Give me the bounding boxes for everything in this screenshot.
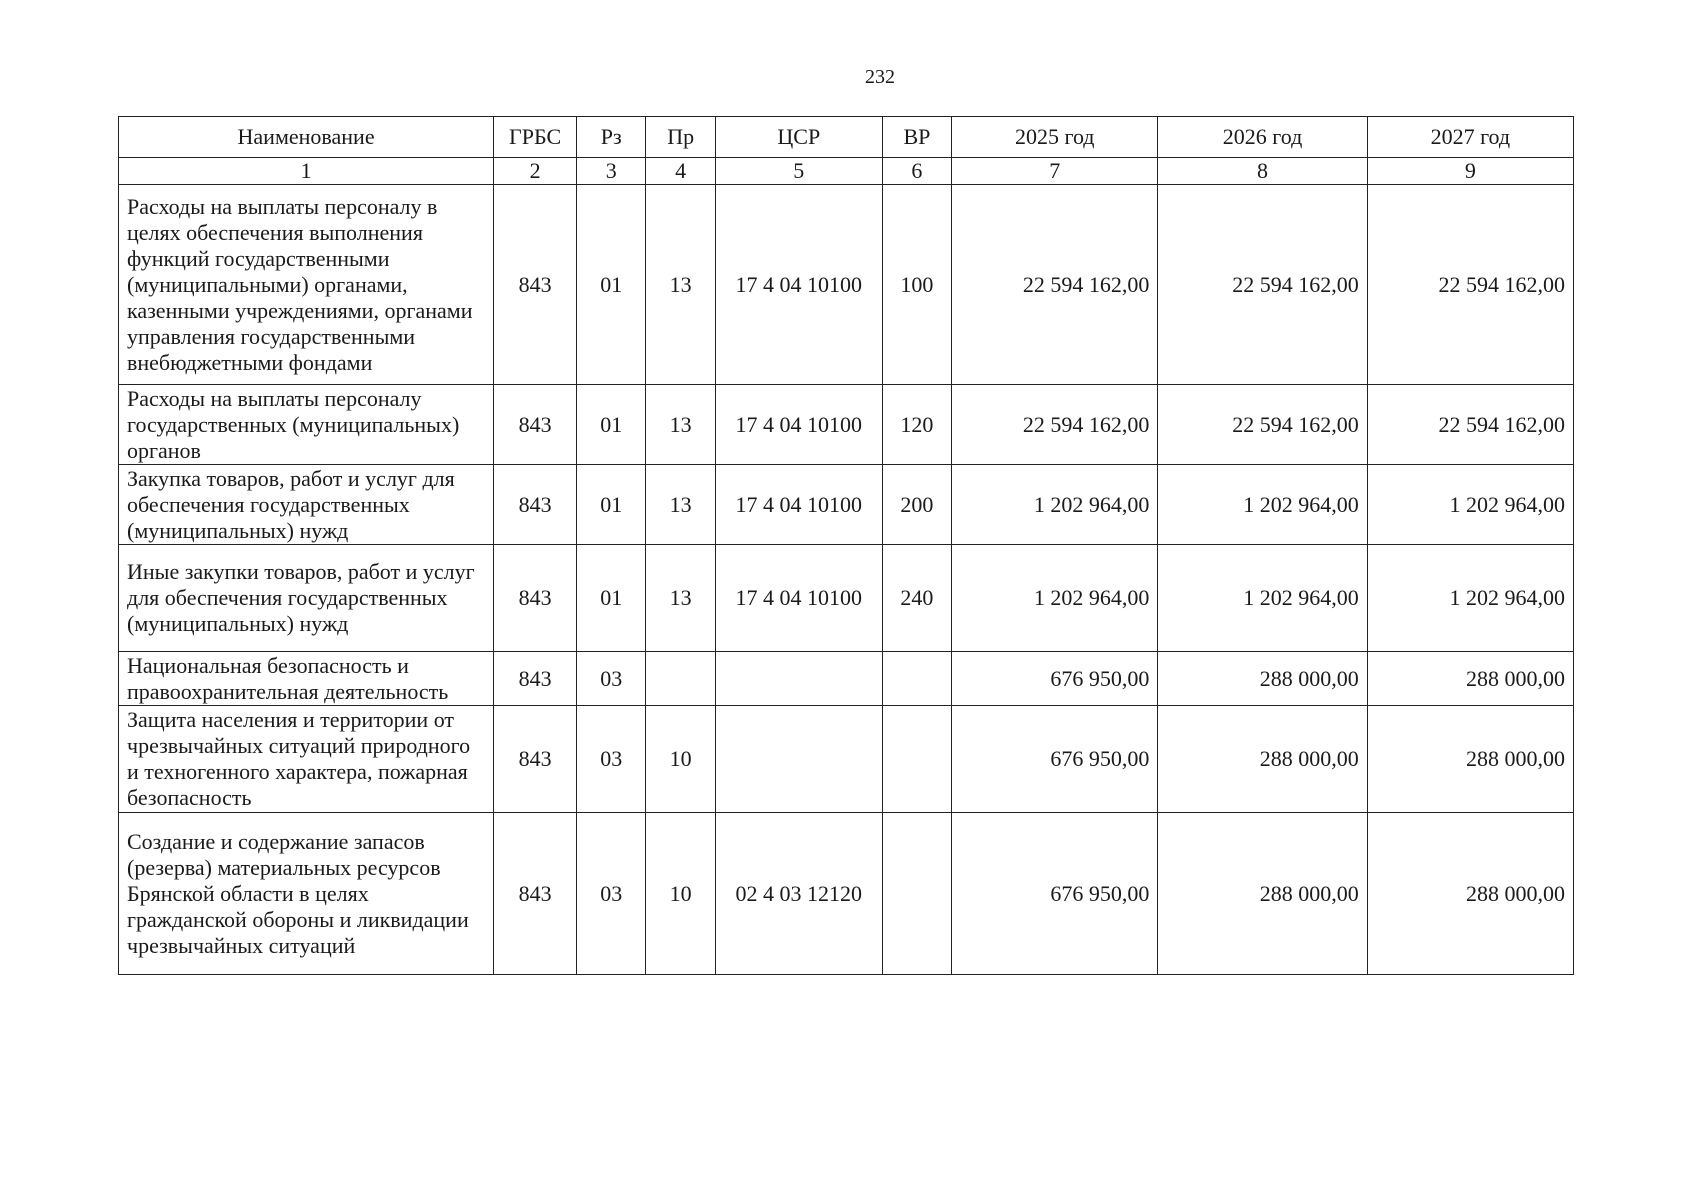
header-2027: 2027 год	[1367, 117, 1573, 158]
row-rz: 01	[577, 545, 646, 652]
row-2026: 288 000,00	[1158, 652, 1367, 706]
row-2026: 288 000,00	[1158, 706, 1367, 813]
row-2026: 22 594 162,00	[1158, 385, 1367, 465]
header-vr: ВР	[882, 117, 951, 158]
header-2026: 2026 год	[1158, 117, 1367, 158]
column-number: 8	[1158, 158, 1367, 185]
row-2026: 288 000,00	[1158, 813, 1367, 975]
table-row	[119, 465, 1574, 545]
column-number: 5	[715, 158, 882, 185]
table-row	[119, 652, 1574, 706]
row-2027: 1 202 964,00	[1367, 545, 1573, 652]
column-number: 9	[1367, 158, 1573, 185]
row-vr	[882, 652, 951, 706]
row-grbs: 843	[494, 545, 577, 652]
row-vr: 100	[882, 185, 951, 385]
row-2027: 288 000,00	[1367, 652, 1573, 706]
column-number: 3	[577, 158, 646, 185]
row-pr: 10	[646, 706, 715, 813]
header-row	[119, 117, 1574, 158]
row-2025: 676 950,00	[952, 706, 1158, 813]
header-pr: Пр	[646, 117, 715, 158]
row-csr: 17 4 04 10100	[715, 465, 882, 545]
header-name: Наименование	[119, 117, 494, 158]
row-2027: 1 202 964,00	[1367, 465, 1573, 545]
row-rz: 01	[577, 465, 646, 545]
row-2027: 288 000,00	[1367, 706, 1573, 813]
row-csr	[715, 706, 882, 813]
column-number: 1	[119, 158, 494, 185]
row-name: Расходы на выплаты персоналу государственных (муниципальных) органов	[119, 385, 494, 465]
row-vr: 240	[882, 545, 951, 652]
row-grbs: 843	[494, 652, 577, 706]
header-2025: 2025 год	[952, 117, 1158, 158]
table-row	[119, 385, 1574, 465]
row-vr	[882, 813, 951, 975]
row-rz: 03	[577, 813, 646, 975]
row-grbs: 843	[494, 706, 577, 813]
row-pr: 13	[646, 385, 715, 465]
row-2026: 1 202 964,00	[1158, 465, 1367, 545]
row-2027: 22 594 162,00	[1367, 385, 1573, 465]
table-row	[119, 545, 1574, 652]
column-number: 6	[882, 158, 951, 185]
row-csr: 17 4 04 10100	[715, 385, 882, 465]
table-row	[119, 706, 1574, 813]
row-vr: 120	[882, 385, 951, 465]
row-vr: 200	[882, 465, 951, 545]
row-pr: 13	[646, 185, 715, 385]
row-2025: 22 594 162,00	[952, 385, 1158, 465]
row-vr	[882, 706, 951, 813]
row-rz: 01	[577, 385, 646, 465]
row-pr	[646, 652, 715, 706]
column-number: 7	[952, 158, 1158, 185]
header-rz: Рз	[577, 117, 646, 158]
row-grbs: 843	[494, 385, 577, 465]
row-2026: 22 594 162,00	[1158, 185, 1367, 385]
row-grbs: 843	[494, 185, 577, 385]
row-2025: 1 202 964,00	[952, 465, 1158, 545]
row-2025: 1 202 964,00	[952, 545, 1158, 652]
row-csr: 17 4 04 10100	[715, 185, 882, 385]
budget-table	[118, 116, 1574, 975]
row-pr: 13	[646, 545, 715, 652]
row-grbs: 843	[494, 465, 577, 545]
column-number-row	[119, 158, 1574, 185]
row-2025: 676 950,00	[952, 813, 1158, 975]
row-2027: 288 000,00	[1367, 813, 1573, 975]
row-rz: 01	[577, 185, 646, 385]
row-rz: 03	[577, 652, 646, 706]
row-grbs: 843	[494, 813, 577, 975]
header-grbs: ГРБС	[494, 117, 577, 158]
row-name: Создание и содержание запасов (резерва) материальных ресурсов Брянской области в целях гражданской обороны и ликвидации чрезвычайных ситуаций	[119, 813, 494, 975]
table-row	[119, 185, 1574, 385]
row-2027: 22 594 162,00	[1367, 185, 1573, 385]
row-2025: 676 950,00	[952, 652, 1158, 706]
row-pr: 10	[646, 813, 715, 975]
page-number: 232	[865, 66, 895, 88]
column-number: 4	[646, 158, 715, 185]
header-csr: ЦСР	[715, 117, 882, 158]
row-name: Иные закупки товаров, работ и услуг для обеспечения государственных (муниципальных) нужд	[119, 545, 494, 652]
row-name: Защита населения и территории от чрезвычайных ситуаций природного и техногенного характера, пожарная безопасность	[119, 706, 494, 813]
row-2025: 22 594 162,00	[952, 185, 1158, 385]
table-row	[119, 813, 1574, 975]
row-rz: 03	[577, 706, 646, 813]
row-pr: 13	[646, 465, 715, 545]
row-name: Национальная безопасность и правоохранительная деятельность	[119, 652, 494, 706]
column-number: 2	[494, 158, 577, 185]
row-name: Расходы на выплаты персоналу в целях обеспечения выполнения функций государственными (муниципальными) органами, казенными учреждениями, органами управления государственными внебюджетными фондами	[119, 185, 494, 385]
row-csr: 02 4 03 12120	[715, 813, 882, 975]
row-csr	[715, 652, 882, 706]
row-2026: 1 202 964,00	[1158, 545, 1367, 652]
row-csr: 17 4 04 10100	[715, 545, 882, 652]
row-name: Закупка товаров, работ и услуг для обеспечения государственных (муниципальных) нужд	[119, 465, 494, 545]
